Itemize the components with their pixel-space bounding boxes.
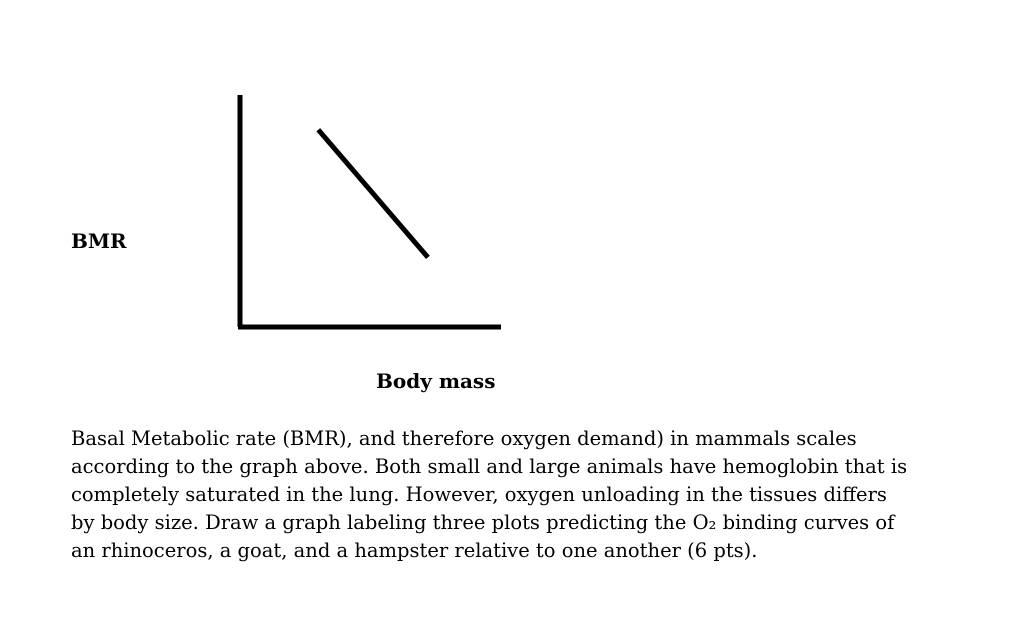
y-axis-label: BMR [71,229,127,253]
question-line: completely saturated in the lung. However, oxygen unloading in the tissues differs [71,483,887,506]
x-axis-label: Body mass [376,369,496,393]
question-line: Basal Metabolic rate (BMR), and therefore oxygen demand) in mammals scales [71,427,857,450]
question-line: according to the graph above. Both small and large animals have hemoglobin that is [71,455,908,478]
question-line: by body size. Draw a graph labeling three plots predicting the O₂ binding curves of [71,511,895,534]
question-text [71,425,971,565]
question-line: an rhinoceros, a goat, and a hampster relative to one another (6 pts). [71,539,758,562]
series-line [318,130,428,258]
